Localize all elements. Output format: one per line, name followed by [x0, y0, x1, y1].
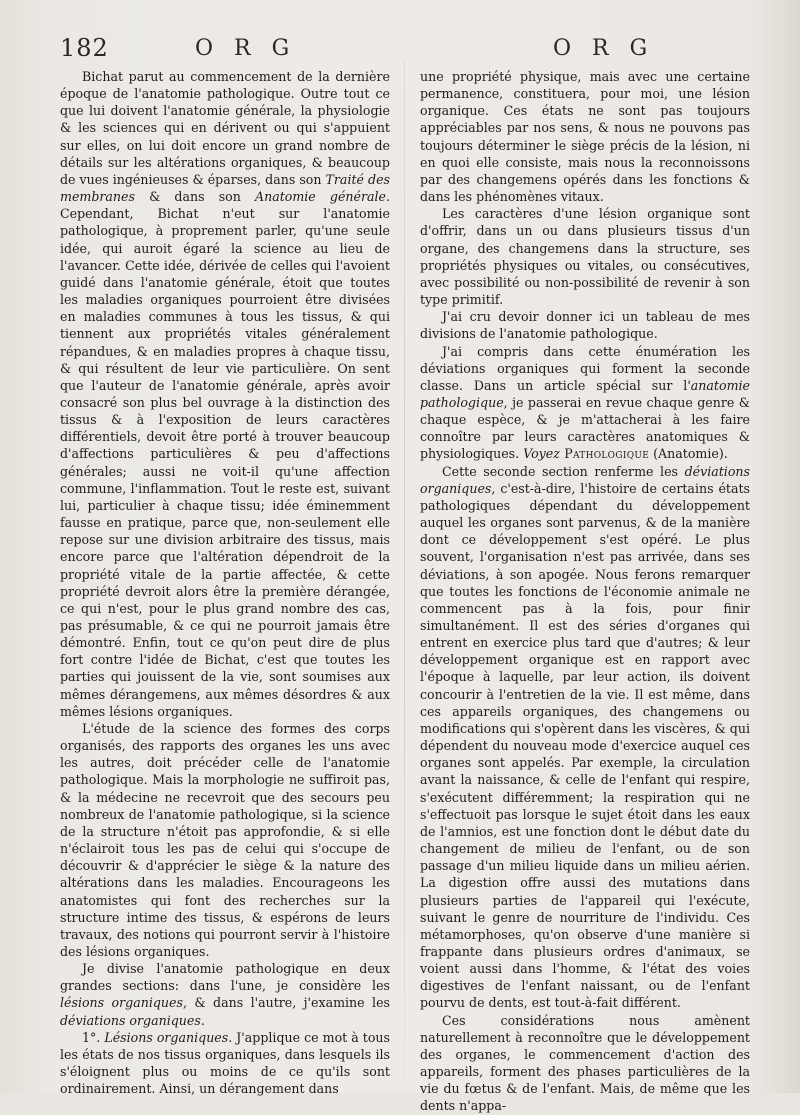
column-gutter — [404, 60, 405, 1080]
page-header — [0, 34, 800, 64]
text-run: , & dans l'autre, j'examine les — [182, 995, 390, 1011]
text-run: . Cependant, Bichat n'eut sur l'anatomie pathologique, à proprement parler, qu'une seule idée, qui auroit égaré la science au lieu de l'avancer. Cette idée, dérivée de celles qui l'avoient guidé dans l'anatomie générale, étoit que toutes les maladies organiques pourroient être divisées en maladies communes à tous les tissus, & qui tiennent aux propriétés vitales généralement répandues, & en maladies propres à chaque tissu, & qui résultent de leur vie particulière. On sent que l'auteur de l'anatomie générale, après avoir consacré son plus bel ouvrage à la distinction des tissus & à l'exposition de leurs caractères différentiels, devoit être porté à trouver beaucoup d'affections particulières & peu d'affections générales; aussi ne voit-il qu'une affection commune, l'inflammation. Tout le reste est, suivant lui, particulier à chaque tissu; idée éminemment fausse en pratique, parce que, non-seulement elle repose sur une division arbitraire des tissus, mais encore parce que l'altération dépendroit de la propriété vitale de la partie affectée, & cette propriété devroit alors être la première dérangée, ce qui n'est, pour le plus grand nombre des cas, pas présumable, & ce qui ne pourroit jamais être démontré. Enfin, tout ce qu'on peut dire de plus fort contre l'idée de Bichat, c'est que toutes les parties qui jouissent de la vie, sont soumises aux mêmes dérangemens, aux mêmes désordres & aux mêmes lésions organiques. — [60, 189, 390, 719]
text-run: Je divise l'anatomie pathologique en deux grandes sections: dans l'une, je considère les — [60, 961, 390, 994]
section-number: 1°. — [82, 1029, 105, 1045]
paragraph-deviations — [420, 463, 750, 1012]
italic-term: déviations organiques — [60, 1012, 201, 1028]
paragraph-enumeration — [420, 343, 750, 463]
text-run: . — [200, 1012, 205, 1028]
text-run: . J'applique ce mot à tous les états de nos tissus organiques, dans lesquels ils s'éloignent plus ou moins de ce qu'ils sont ordinairement. Ainsi, un dérangement dans — [60, 1029, 390, 1097]
text-run: , je passerai en revue chaque genre & chaque espèce, & je m'attacherai à les faire connoître par leurs caractères anatomiques & physiologiques. — [420, 394, 750, 462]
paragraph-characters: Les caractères d'une lésion organique sont d'offrir, dans un ou dans plusieurs tissus d'un organe, des changemens dans la structure, ses propriétés physiques ou vitales, ou consécutives, avec possibilité ou non-possibilité de revenir à son type primitif. — [420, 206, 750, 308]
cross-reference: Voyez — [523, 446, 560, 462]
italic-title: Traité des membranes — [60, 171, 390, 205]
paragraph-lesions — [60, 1029, 390, 1098]
running-head-left: O R G — [195, 36, 297, 61]
left-column — [60, 68, 390, 1097]
right-column — [420, 68, 750, 1115]
paragraph-morphology: L'étude de la science des formes des corps organisés, des rapports des organes les uns avec les autres, doit précéder celle de l'anatomie pathologique. Mais la morphologie ne suffiroit pas, & la médecine ne recevroit que des secours peu nombreux de l'anatomie pathologique, si la science de la structure n'étoit pas approfondie, & si elle n'éclairoit tous les pas de celui qui s'occupe de découvrir & d'apprécier le siège & la nature des altérations dans les maladies. Encourageons les anatomistes qui font des recherches sur la structure intime des tissus, & espérons de leurs travaux, des notions qui pourront servir à l'histoire des lésions organiques. — [60, 720, 390, 959]
text-run: Cette seconde section renferme les — [442, 463, 685, 479]
page-number: 182 — [60, 34, 109, 62]
text-run: J'ai compris dans cette énumération les déviations organiques qui forment la seconde classe. Dans un article spécial sur l' — [420, 343, 750, 393]
text-run: Bichat parut au commencement de la dernière époque de l'anatomie pathologique. Outre tout ce que lui doivent l'anatomie générale, la physiologie & les sciences qui en dérivent ou qui s'appuient sur elles, on lui doit encore un grand nombre de détails sur les altérations organiques, & beaucoup de vues ingénieuses & éparses, dans son — [60, 69, 390, 187]
paragraph-considerations: Ces considérations nous amènent naturellement à reconnoître que le développement des organes, le commencement d'action des appareils, forment des phases particulières de la vie du fœtus & de l'enfant. Mais, de même que les dents n'appa- — [420, 1012, 750, 1114]
italic-term: déviations organiques — [420, 463, 750, 496]
paragraph-table: J'ai cru devoir donner ici un tableau de mes divisions de l'anatomie pathologique. — [420, 309, 750, 342]
text-run: & dans son — [134, 189, 255, 205]
paragraph-continued: une propriété physique, mais avec une certaine permanence, constituera, pour moi, une lésion organique. Ces états ne sont pas toujours appréciables par nos sens, & nous ne pouvons pas toujours déterminer le siège précis de la lésion, ni en quoi elle consiste, mais nous la reconnoissons par des changemens opérés dans les fonctions & dans les phénomènes vitaux. — [420, 69, 750, 205]
paragraph-division — [60, 960, 390, 1029]
running-head-right: O R G — [553, 36, 655, 61]
italic-term: lésions organiques — [60, 995, 183, 1011]
text-run: (Anatomie). — [649, 446, 728, 462]
cross-reference-smallcaps: Pathologique — [559, 446, 650, 462]
paragraph-bichat — [60, 68, 390, 720]
italic-term: Lésions organiques — [104, 1029, 229, 1045]
italic-term: anatomie pathologique — [420, 377, 750, 410]
text-run: , c'est-à-dire, l'histoire de certains états pathologiques dépendant du développement auquel les organes sont parvenus, & de la manière dont ce développement s'est opéré. Le plus souvent, l'organisation n'est pas arrivée, dans ses déviations, à son apogée. Nous ferons remarquer que toutes les fonctions de l'économie animale ne commencent pas à la fois, pour finir simultanément. Il est des séries d'organes qui entrent en exercice plus tard que d'autres; & leur développement organique est en rapport avec l'époque à laquelle, par leur action, ils doivent concourir à l'entretien de la vie. Il est même, dans ces appareils organiques, des changemens ou modifications qui s'opèrent dans les viscères, & qui dépendent du nouveau mode d'exercice auquel ces organes sont appelés. Par exemple, la circulation avant la naissance, & celle de l'enfant qui respire, s'exécutent différemment; la respiration qui ne s'effectuoit pas lorsque le sujet étoit dans les eaux de l'amnios, est une fonction dont le début date du changement de milieu de l'enfant, ou de son passage d'un milieu liquide dans un milieu aérien. La digestion offre aussi des mutations dans plusieurs parties de l'appareil qui l'exécute, suivant le genre de nourriture de l'individu. Ces métamorphoses, qu'on observe d'une manière si frappante dans plusieurs ordres d'animaux, se voient aussi dans l'homme, & l'état des voies digestives de l'enfant naissant, ou de l'enfant pourvu de dents, est tout-à-fait différent. — [420, 480, 750, 1011]
italic-title: Anatomie générale — [254, 189, 386, 205]
